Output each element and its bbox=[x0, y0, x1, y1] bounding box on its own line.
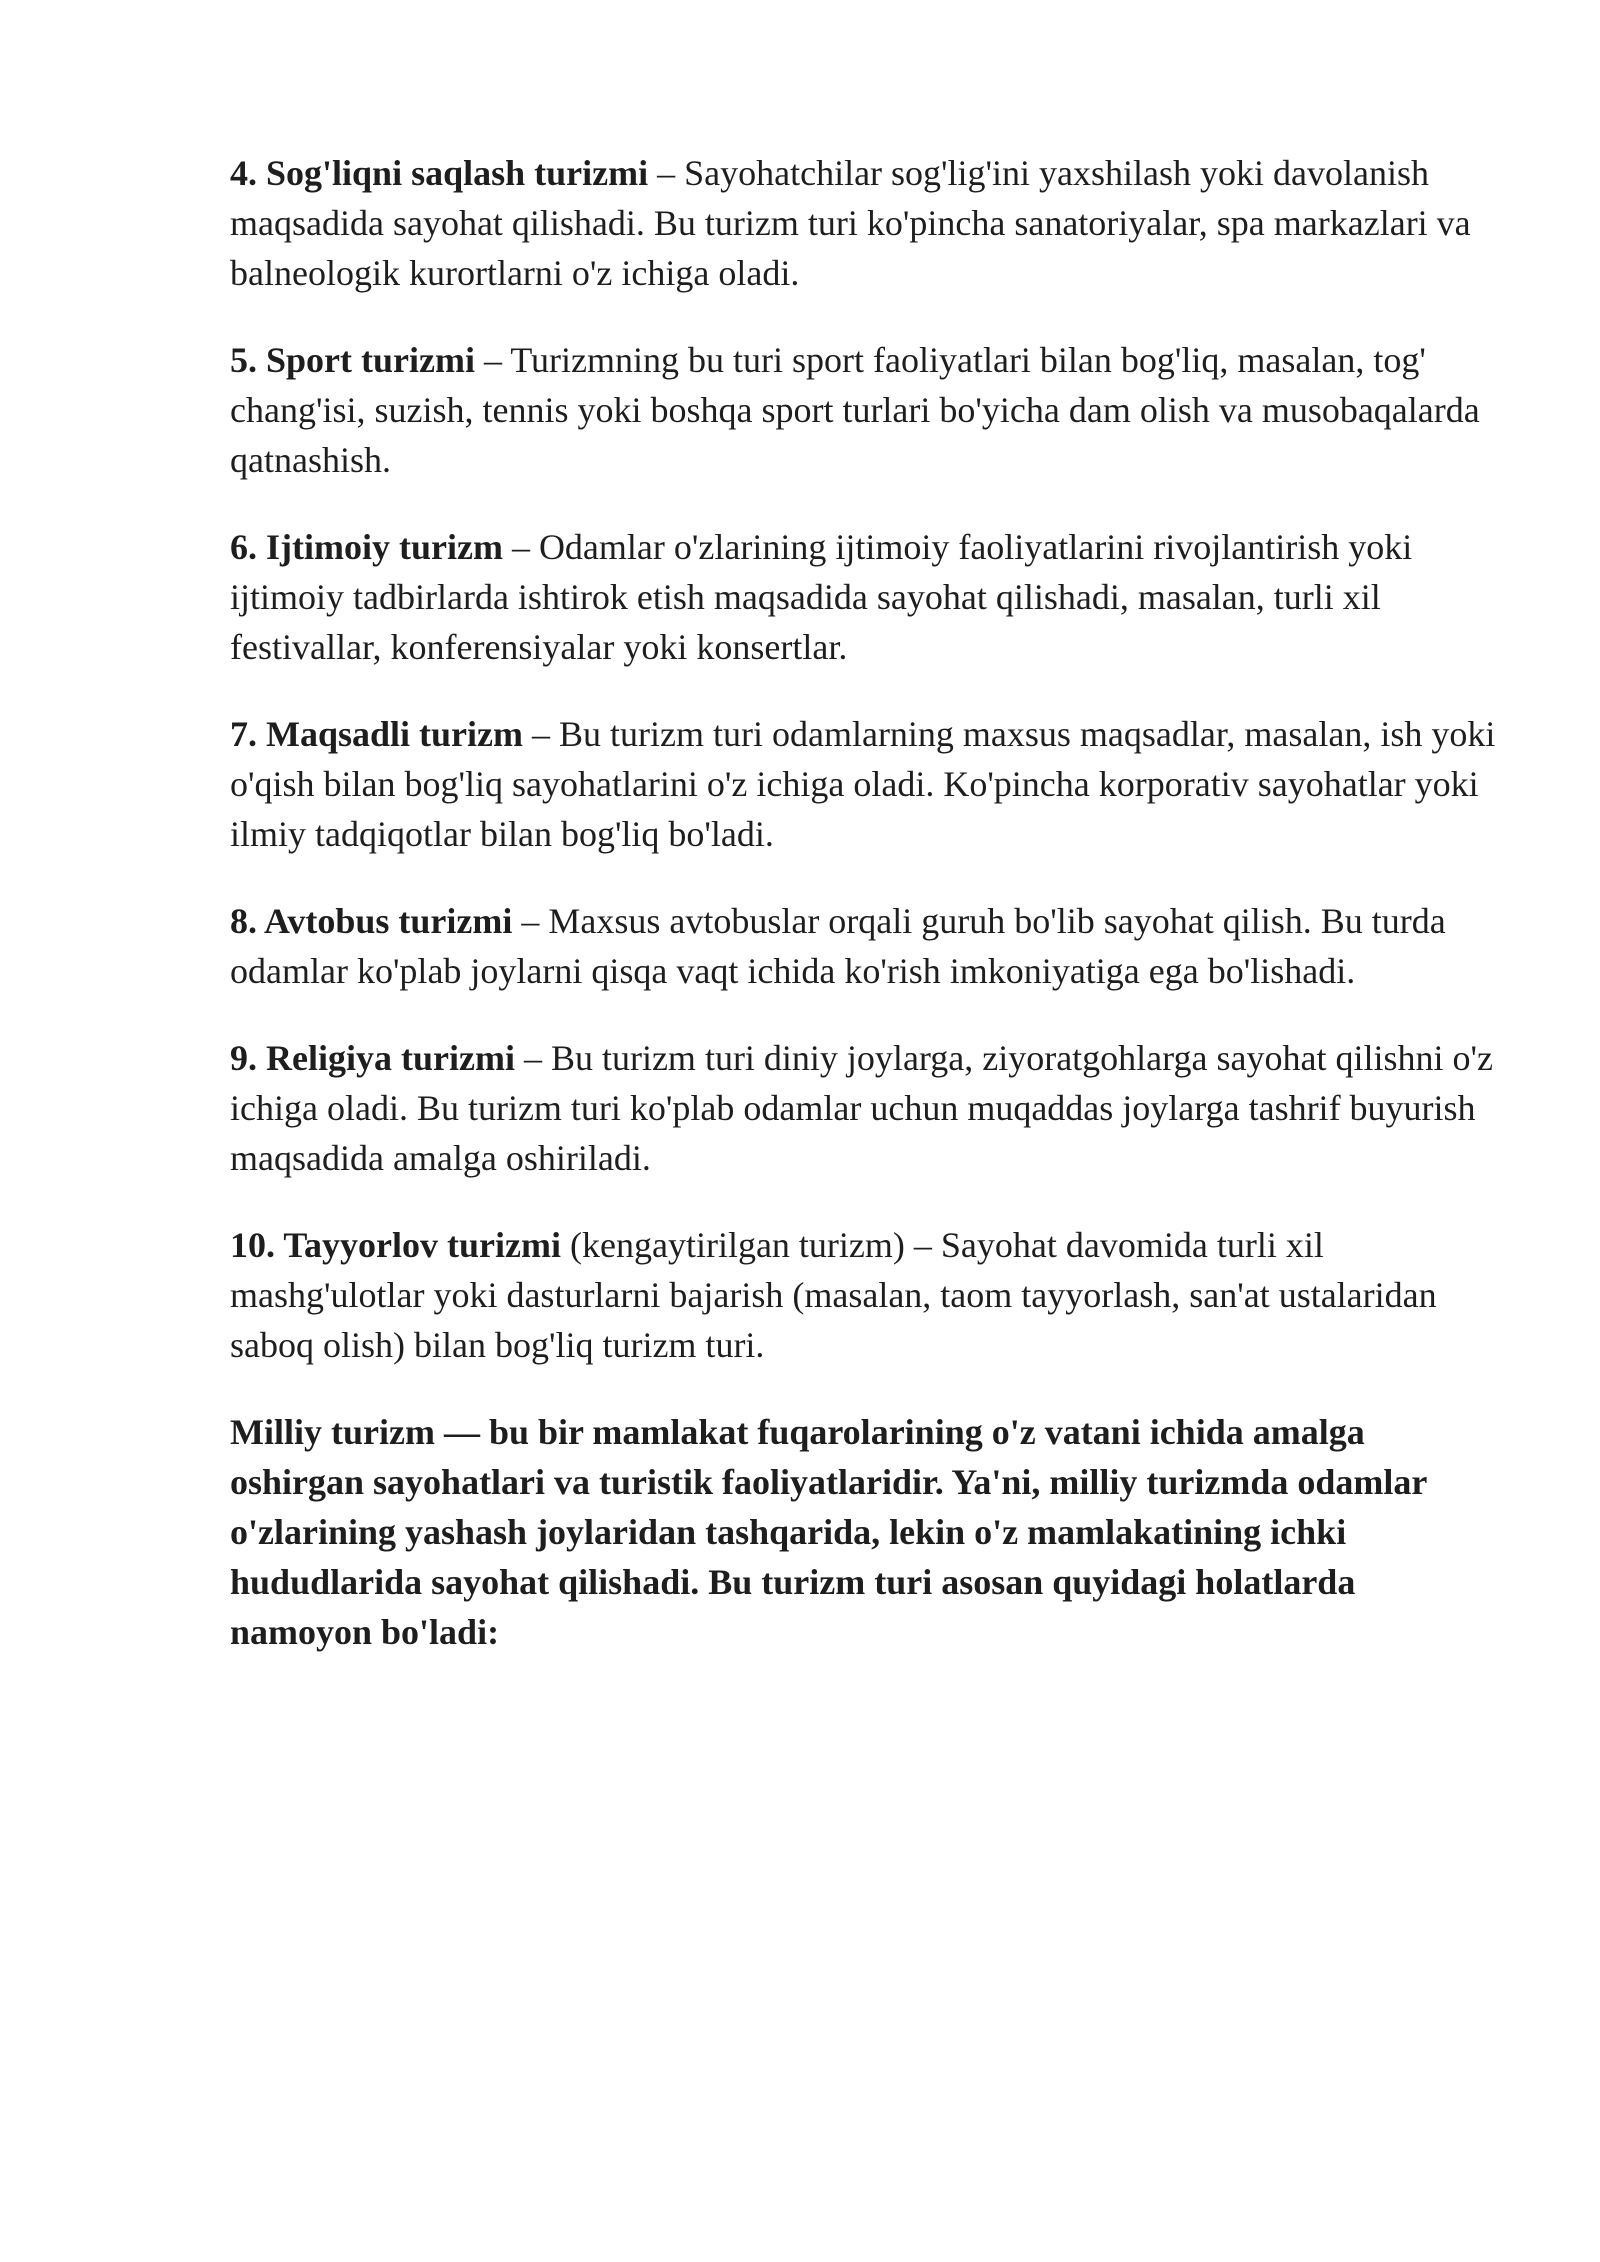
item-title: 9. Religiya turizmi bbox=[230, 1038, 515, 1078]
item-text: – Odamlar o'zlarining ijtimoiy faoliyatlarini rivojlantirish yoki ijtimoiy tadbirlarda ishtirok etish maqsadida sayohat qilishadi, masalan, turli xil festivallar, konferensiyalar yoki konsertlar. bbox=[230, 527, 1413, 667]
document-page bbox=[230, 148, 1500, 1657]
list-item bbox=[230, 1220, 1500, 1370]
item-text: – Turizmning bu turi sport faoliyatlari bilan bog'liq, masalan, tog' chang'isi, suzish, tennis yoki boshqa sport turlari bo'yicha dam olish va musobaqalarda qatnashish. bbox=[230, 340, 1480, 480]
item-title: 7. Maqsadli turizm bbox=[230, 714, 523, 754]
item-text: – Sayohatchilar sog'lig'ini yaxshilash yoki davolanish maqsadida sayohat qilishadi. Bu turizm turi ko'pincha sanatoriyalar, spa markazlari va balneologik kurortlarni o'z ichiga oladi. bbox=[230, 153, 1471, 293]
item-text: – Bu turizm turi diniy joylarga, ziyoratgohlarga sayohat qilishni o'z ichiga oladi. Bu turizm turi ko'plab odamlar uchun muqaddas joylarga tashrif buyurish maqsadida amalga oshiriladi. bbox=[230, 1038, 1493, 1178]
list-item bbox=[230, 896, 1500, 996]
item-title: 5. Sport turizmi bbox=[230, 340, 475, 380]
item-title: 4. Sog'liqni saqlash turizmi bbox=[230, 153, 649, 193]
item-title: 10. Tayyorlov turizmi bbox=[230, 1225, 561, 1265]
item-text: (kengaytirilgan turizm) – Sayohat davomida turli xil mashg'ulotlar yoki dasturlarni bajarish (masalan, taom tayyorlash, san'at ustalaridan saboq olish) bilan bog'liq turizm turi. bbox=[230, 1225, 1437, 1365]
list-item bbox=[230, 148, 1500, 298]
item-text: – Maxsus avtobuslar orqali guruh bo'lib sayohat qilish. Bu turda odamlar ko'plab joylarni qisqa vaqt ichida ko'rish imkoniyatiga ega bo'lishadi. bbox=[230, 901, 1446, 991]
list-item bbox=[230, 522, 1500, 672]
list-item bbox=[230, 1033, 1500, 1183]
item-text: – Bu turizm turi odamlarning maxsus maqsadlar, masalan, ish yoki o'qish bilan bog'liq sayohatlarini o'z ichiga oladi. Ko'pincha korporativ sayohatlar yoki ilmiy tadqiqotlar bilan bog'liq bo'ladi. bbox=[230, 714, 1496, 854]
list-item bbox=[230, 335, 1500, 485]
item-title: 6. Ijtimoiy turizm bbox=[230, 527, 503, 567]
closing-paragraph: Milliy turizm — bu bir mamlakat fuqarolarining o'z vatani ichida amalga oshirgan sayohatlari va turistik faoliyatlaridir. Ya'ni, milliy turizmda odamlar o'zlarining yashash joylaridan tashqarida, lekin o'z mamlakatining ichki hududlarida sayohat qilishadi. Bu turizm turi asosan quyidagi holatlarda namoyon bo'ladi: bbox=[230, 1412, 1427, 1652]
item-title: 8. Avtobus turizmi bbox=[230, 901, 513, 941]
list-item bbox=[230, 709, 1500, 859]
